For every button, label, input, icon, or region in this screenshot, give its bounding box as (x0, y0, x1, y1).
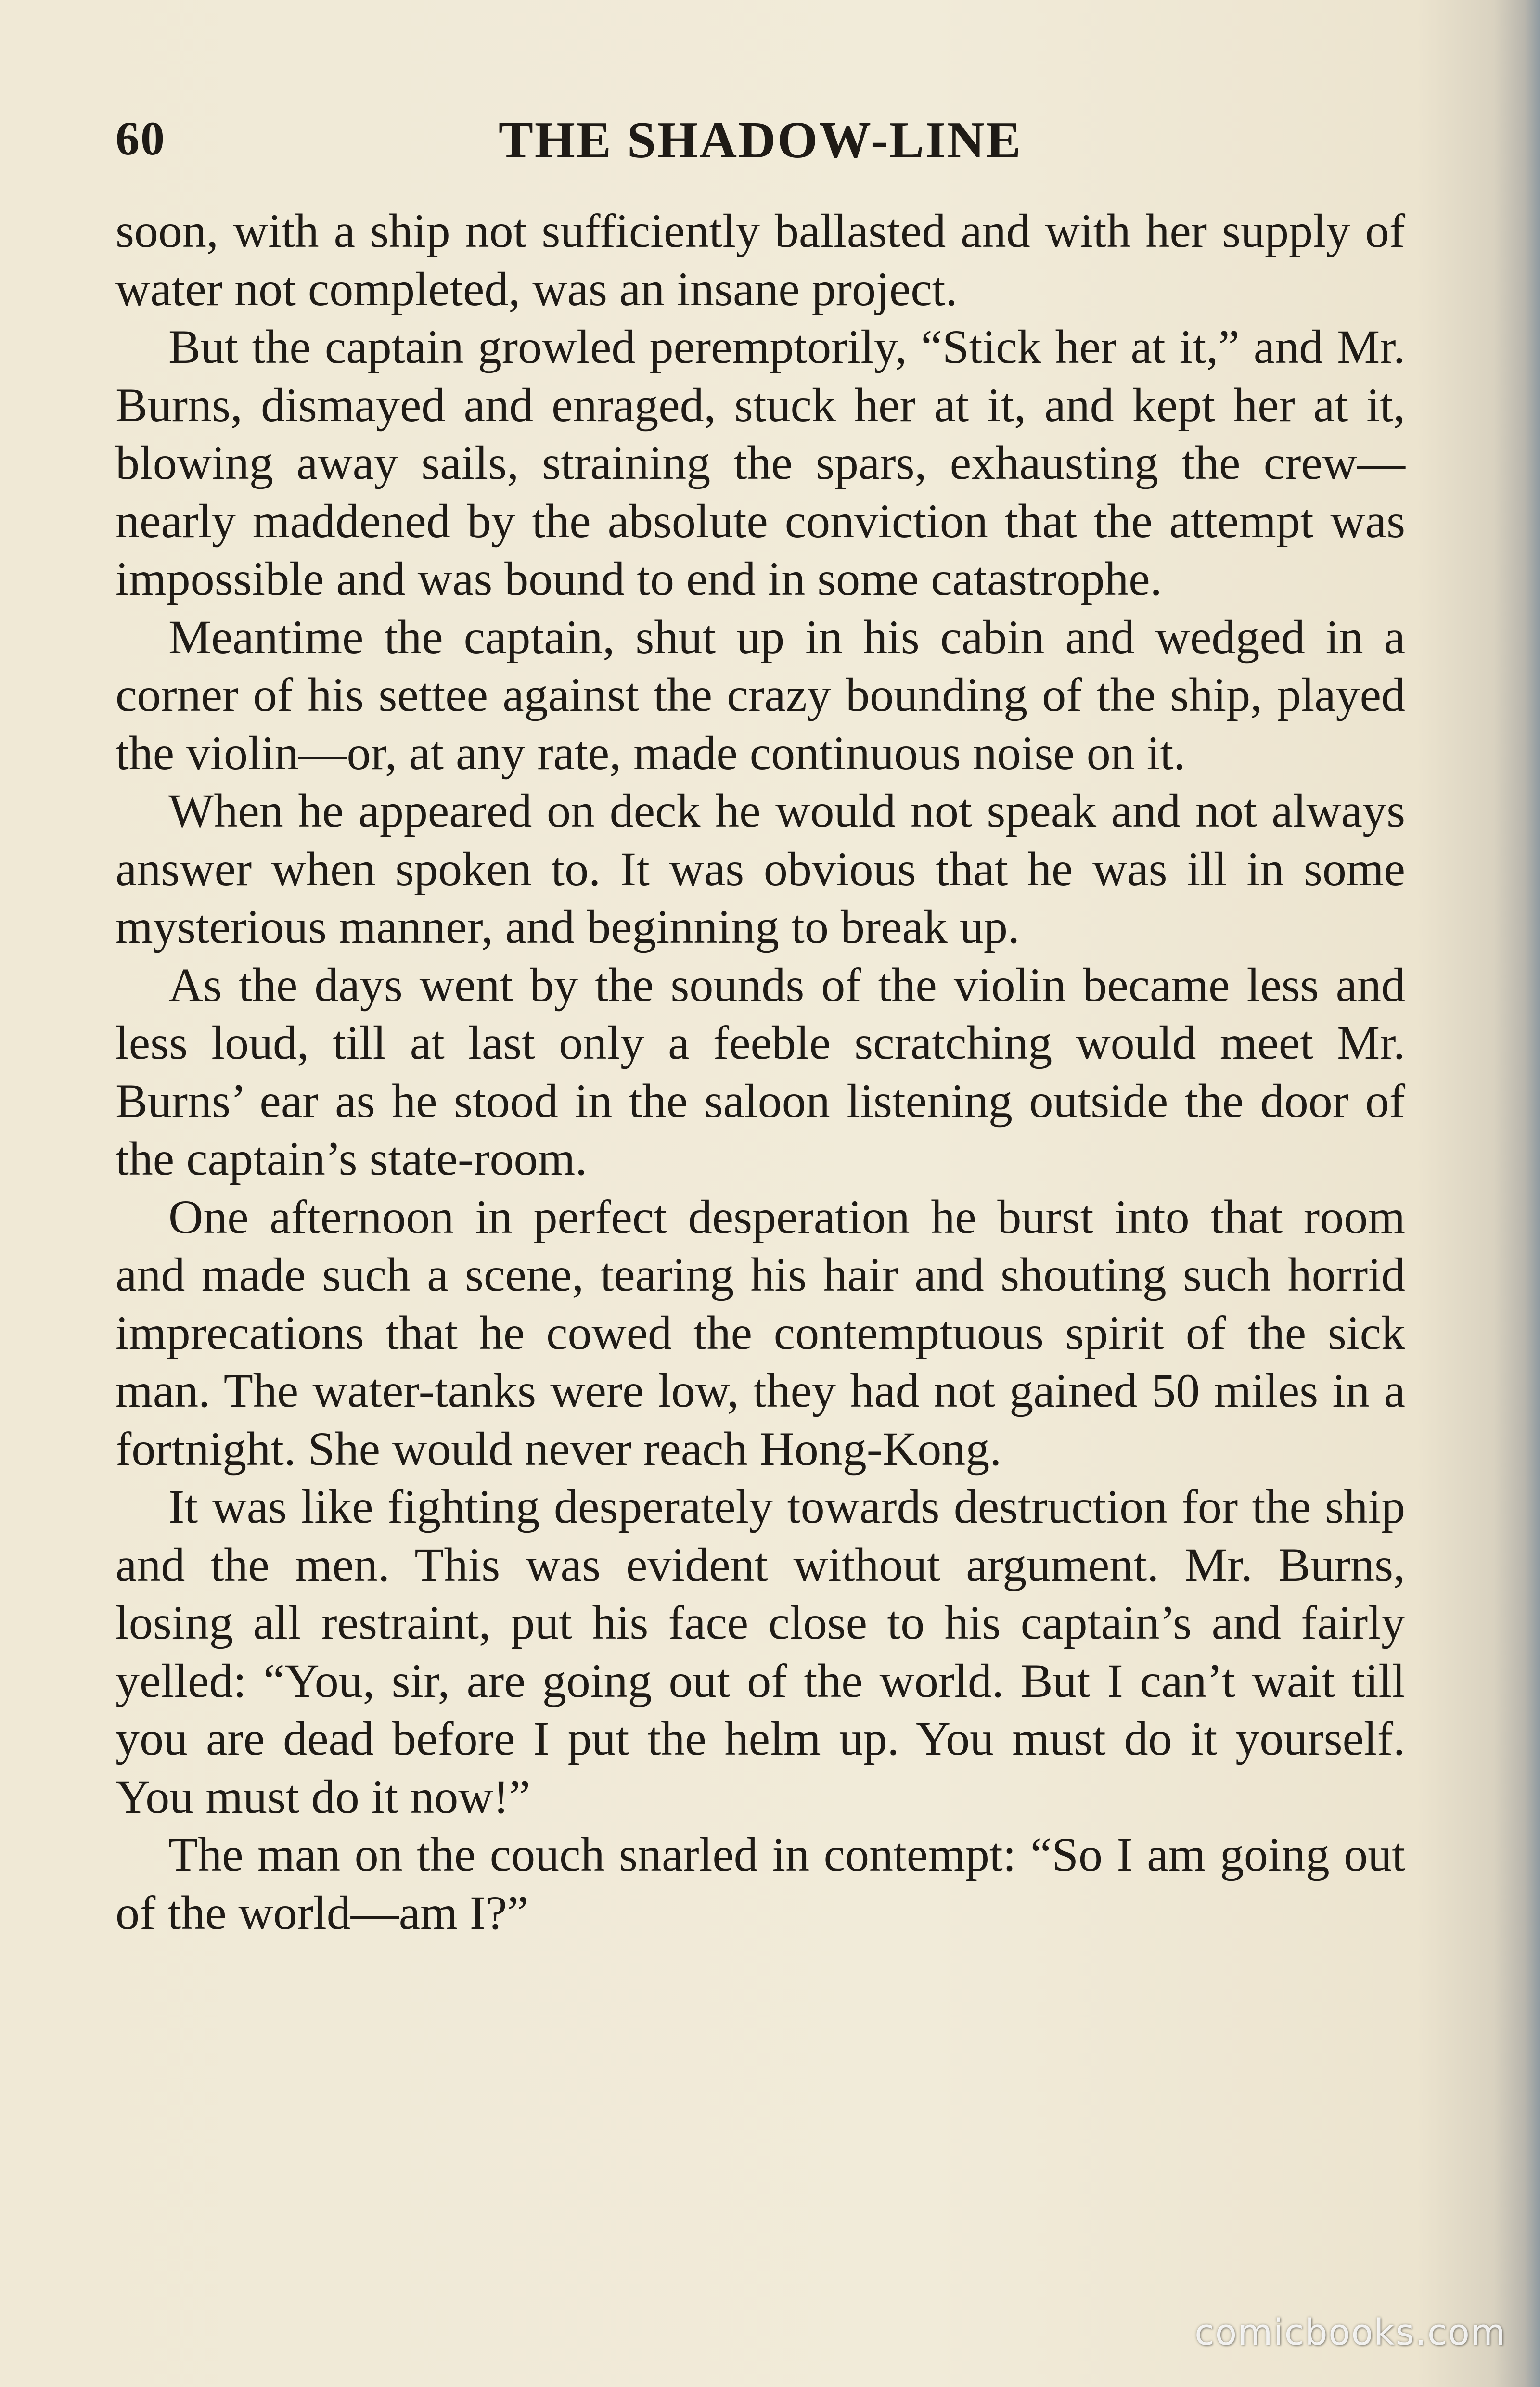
paragraph: When he appeared on deck he would not speak and not always answer when spoken to. It was obvious that he was ill in some mysterious manner, and beginning to break up. (116, 784, 1405, 953)
body-text (116, 202, 1405, 1942)
paragraph: It was like fighting desperately towards destruction for the ship and the men. This was evident without argument. Mr. Burns, losing all restraint, put his face close to his captain’s and fairly yelled: “You, sir, are going out of the world. But I can’t wait till you are dead before I put the helm up. You must do it yourself. You must do it now!” (116, 1480, 1405, 1823)
running-head: THE SHADOW-LINE (498, 112, 1023, 169)
watermark: comicbooks.com (1194, 2312, 1506, 2353)
paragraph: As the days went by the sounds of the violin became less and less loud, till at last only a feeble scratching would meet Mr. Burns’ ear as he stood in the saloon listening outside the door of the captain’s state-room. (116, 958, 1405, 1185)
paragraph: The man on the couch snarled in contempt: “So I am going out of the world—am I?” (116, 1828, 1405, 1939)
paragraph: Meantime the captain, shut up in his cabin and wedged in a corner of his settee against the crazy bounding of the ship, played the violin—or, at any rate, made continuous noise on it. (116, 610, 1405, 780)
page-number: 60 (116, 112, 166, 165)
page-header (116, 106, 1405, 178)
paragraph: But the captain growled peremptorily, “Stick her at it,” and Mr. Burns, dismayed and enraged, stuck her at it, and kept her at it, blowing away sails, straining the spars, exhausting the crew—nearly maddened by the absolute conviction that the attempt was impossible and was bound to end in some catastrophe. (116, 320, 1405, 605)
paragraph: One afternoon in perfect desperation he burst into that room and made such a scene, tearing his hair and shouting such horrid imprecations that he cowed the contemptuous spirit of the sick man. The water-tanks were low, they had not gained 50 miles in a fortnight. She would never reach Hong-Kong. (116, 1190, 1405, 1476)
book-page (116, 106, 1405, 1942)
paragraph: soon, with a ship not sufficiently ballasted and with her supply of water not completed, was an insane project. (116, 204, 1405, 316)
